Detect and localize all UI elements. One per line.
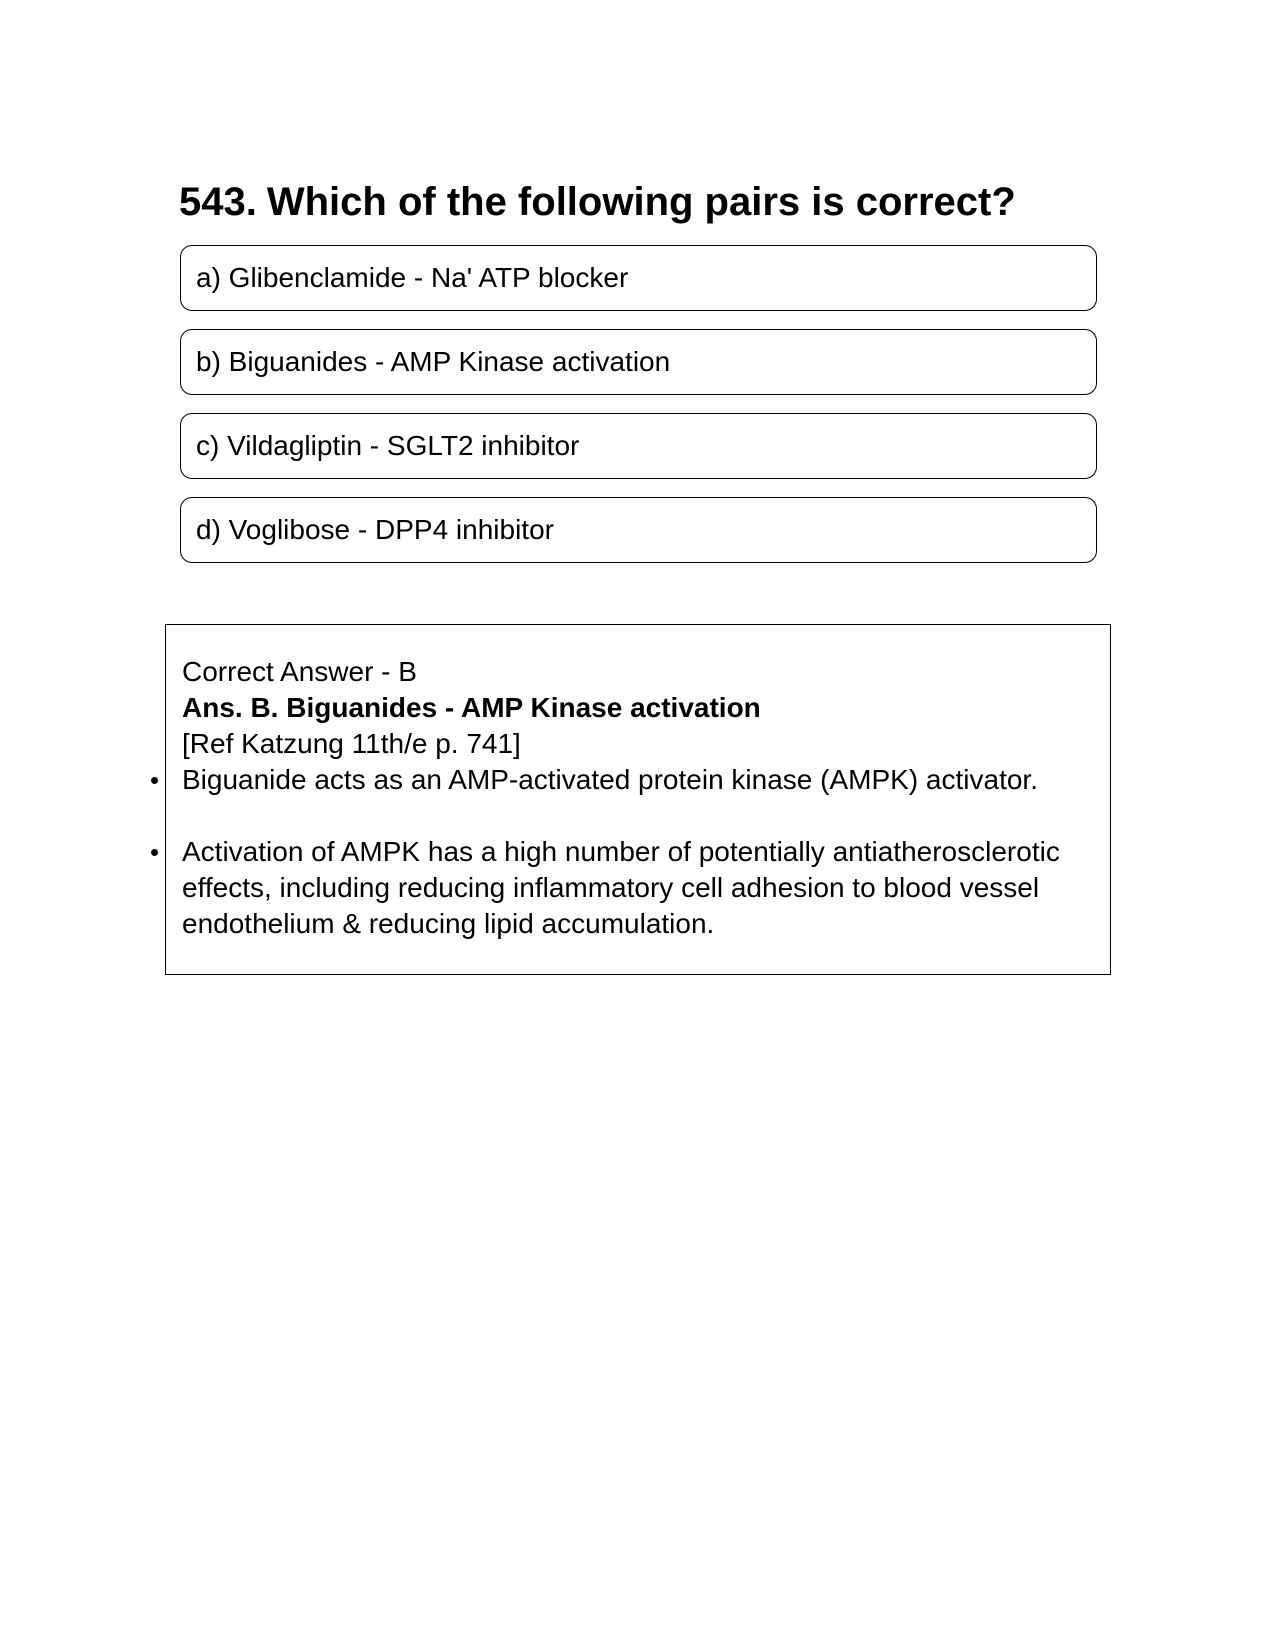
bullet-icon: • bbox=[150, 765, 160, 795]
option-d[interactable]: d) Voglibose - DPP4 inhibitor bbox=[180, 497, 1097, 563]
question-text: Which of the following pairs is correct? bbox=[266, 180, 1016, 224]
correct-answer-line: Correct Answer - B bbox=[182, 656, 417, 687]
explanation-bullet bbox=[150, 834, 1102, 942]
answer-reference: [Ref Katzung 11th/e p. 741] bbox=[182, 728, 521, 759]
option-c[interactable]: c) Vildagliptin - SGLT2 inhibitor bbox=[180, 413, 1097, 479]
explanation-bullet bbox=[150, 762, 1102, 798]
bullet-text: Biguanide acts as an AMP-activated protein kinase (AMPK) activator. bbox=[182, 764, 1038, 795]
option-b[interactable]: b) Biguanides - AMP Kinase activation bbox=[180, 329, 1097, 395]
option-a[interactable]: a) Glibenclamide - Na' ATP blocker bbox=[180, 245, 1097, 311]
bullet-text: Activation of AMPK has a high number of potentially antiatherosclerotic effects, including reducing inflammatory cell adhesion to blood vessel endothelium & reducing lipid accumulation. bbox=[182, 836, 1060, 939]
answer-heading: Ans. B. Biguanides - AMP Kinase activation bbox=[182, 692, 761, 723]
question-title bbox=[179, 178, 1016, 226]
bullet-icon: • bbox=[150, 837, 160, 867]
question-number: 543. bbox=[179, 180, 257, 224]
